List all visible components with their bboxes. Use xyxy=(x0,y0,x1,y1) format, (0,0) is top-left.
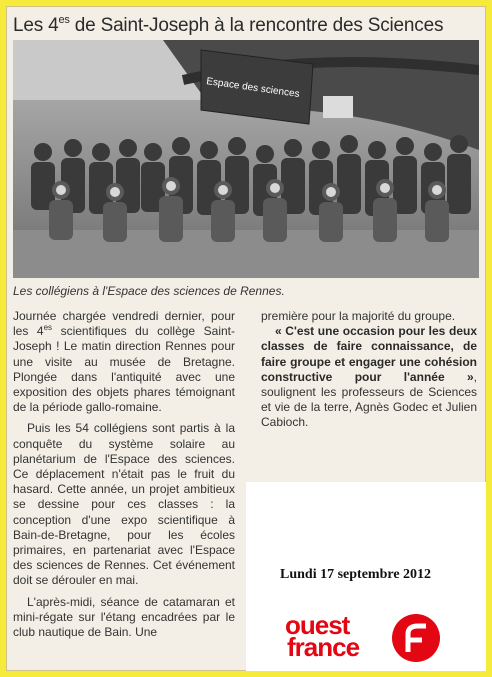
publication-date: Lundi 17 septembre 2012 xyxy=(280,567,432,582)
paragraph-1-text-a: Journée chargée vendredi dernier, pour les 4 xyxy=(13,309,235,339)
group-photo xyxy=(13,40,479,278)
headline-rest: de Saint-Joseph à la rencontre des Sciences xyxy=(69,15,444,36)
paragraph-1 xyxy=(13,309,235,415)
quote-text: « C'est une occasion pour les deux classes de faire connaissance, de faire groupe et engager une cohésion constructive pour l'année » xyxy=(261,324,477,384)
paragraph-1-text-b: scientifiques du collège Saint-Joseph ! Le matin direction Rennes pour une visite au musée de Bretagne. Plongée dans l'antiquité avec une exposition des objets phares témoignant de la période gallo-romaine. xyxy=(13,324,235,415)
article-column-2 xyxy=(261,309,477,431)
logo-word-2: france xyxy=(287,632,360,662)
article-column-1 xyxy=(13,309,235,640)
logo-circle-icon xyxy=(392,614,440,662)
paragraph-4: première pour la majorité du groupe. xyxy=(261,309,456,323)
headline-prefix: Les 4 xyxy=(13,15,59,36)
paragraph-5 xyxy=(261,324,477,430)
sign-text: Espace des sciences xyxy=(205,76,301,101)
ouest-france-logo xyxy=(285,612,445,670)
paragraph-1-sup: es xyxy=(43,323,53,333)
photo-caption: Les collégiens à l'Espace des sciences de Rennes. xyxy=(13,284,285,298)
headline xyxy=(13,13,483,39)
quote-attribution: , soulignent les professeurs de Sciences et vie de la terre, Agnès Godec et Julien Cabioch. xyxy=(261,369,477,430)
headline-sup: es xyxy=(58,14,70,26)
logo-word-1: ouest xyxy=(285,610,350,640)
group-photo-image xyxy=(13,40,479,278)
paragraph-3: L'après-midi, séance de catamaran et mini-régate sur l'étang encadrées par le club nautique de Bain. Une xyxy=(13,594,235,640)
paragraph-2: Puis les 54 collégiens sont partis à la conquête du système solaire au planétarium de l'Espace des sciences. Ce déplacement n'était pas le fruit du hasard. Cette année, un projet ambitieux se dessine pour ces classes : la conception d'une expo scientifique à Bain-de-Bretagne, pour les écoles primaires, en partenariat avec l'Espace des sciences de Rennes. Cet événement doit se dérouler en mai. xyxy=(13,421,235,588)
